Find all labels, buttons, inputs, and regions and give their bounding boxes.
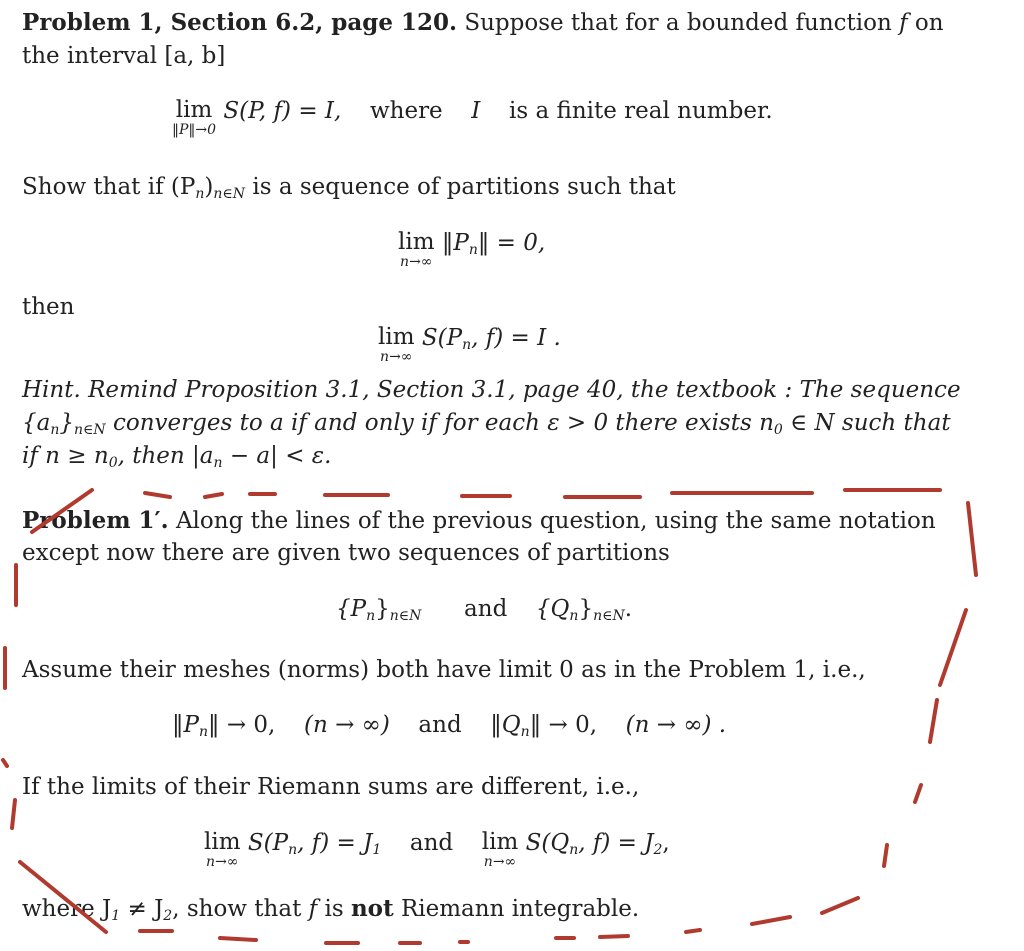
lim-sp: S(P — [247, 830, 289, 856]
final-f: f — [308, 896, 318, 922]
equation-1 — [172, 98, 773, 138]
seq-p: {P — [336, 596, 367, 622]
limit-operator — [398, 230, 435, 270]
norm-p-sub: n — [198, 724, 209, 740]
annotation-dash — [940, 610, 966, 685]
hint2-n0: 0 — [773, 422, 783, 438]
equation-3 — [378, 325, 561, 365]
norms-and: and — [418, 712, 462, 738]
limit-operator — [172, 98, 216, 138]
assume-line: Assume their meshes (norms) both have limit 0 as in the Problem 1, i.e., — [22, 657, 866, 683]
final-a: where J — [22, 896, 112, 922]
norm-q: ‖Q — [490, 712, 521, 738]
norm-q-end: ‖ → 0, — [529, 712, 598, 738]
hint2-a: {a — [22, 410, 51, 436]
intro-on: on — [914, 10, 944, 36]
lim-subscript: n→∞ — [400, 254, 433, 270]
hint2-sub: n — [50, 422, 60, 438]
lim-sp-sub: n — [288, 842, 298, 858]
problem1-heading: Problem 1, Section 6.2, page 120. — [22, 9, 458, 36]
eq3-expression: S(P — [421, 325, 463, 351]
seq-p-sub2: n∈N — [389, 608, 422, 624]
lim-subscript: n→∞ — [380, 349, 413, 365]
eq3-end: , f) = I . — [471, 325, 561, 351]
eq1-I: I — [471, 98, 481, 124]
limit-operator — [204, 830, 241, 870]
equation-2 — [398, 230, 545, 270]
j2-sub: 2 — [653, 842, 663, 858]
show-line: Show that if $(P_n)_{n\in N}$ is a sequence of partitions such that — [22, 174, 676, 202]
problem1-intro: Suppose that for a bounded function — [464, 10, 892, 36]
annotation-dash — [915, 785, 921, 802]
hint2-c: ∈ N such that — [790, 410, 951, 436]
annotation-dash — [220, 938, 256, 940]
annotation-dash — [205, 494, 222, 497]
final-d: is — [324, 896, 344, 922]
problem2-line2: except now there are given two sequences of partitions — [22, 540, 670, 566]
problem1-line2: the interval [a, b] — [22, 43, 226, 69]
lim-sq-end: , f) = J — [578, 830, 654, 856]
annotation-dash — [12, 800, 15, 828]
hint3-n0: 0 — [108, 455, 118, 471]
lim-subscript: n→∞ — [206, 854, 239, 870]
show-sub2: n∈N — [213, 186, 246, 202]
lim-sq: S(Q — [525, 830, 570, 856]
symbol-f: f — [899, 10, 908, 36]
hint2-b: converges to a if and only if for each ε > 0 there exists n — [112, 410, 774, 436]
final-e: Riemann integrable. — [400, 896, 640, 922]
lim-text: lim — [378, 324, 415, 350]
limits-and: and — [409, 830, 454, 856]
norm-p: ‖P — [172, 712, 199, 738]
final-j2: 2 — [163, 908, 173, 924]
lim-subscript: ‖P‖→0 — [172, 122, 217, 138]
j1-sub: 1 — [372, 842, 382, 858]
annotation-dash — [3, 760, 7, 766]
annotation-dash — [145, 493, 170, 497]
seq-p-sub: n — [366, 608, 376, 624]
show-rest: is a sequence of partitions such that — [252, 174, 676, 200]
lim-sp-end: , f) = J — [297, 830, 373, 856]
hint-line1: Hint. Remind Proposition 3.1, Section 3.1, page 40, the textbook : The sequence — [22, 377, 961, 403]
eq1-expression: S(P, f) = I, — [223, 98, 342, 124]
limit-operator — [482, 830, 519, 870]
lim-sq-sub: n — [569, 842, 579, 858]
limit-operator — [378, 325, 415, 365]
limits-display — [204, 830, 670, 870]
hint-line3 — [22, 441, 331, 478]
hint-line2: $\{a_n\}_{n\in N}$ converges to a if and only if for each ε > 0 there exists $n_0$ ∈ N such that — [22, 410, 951, 438]
eq3-sub: n — [462, 337, 472, 353]
lim-text: lim — [204, 829, 241, 855]
problem2-line1 — [22, 506, 936, 536]
final-not: not — [350, 895, 394, 922]
lim-subscript: n→∞ — [483, 854, 517, 870]
seq-and: and — [464, 596, 508, 622]
lim-text: lim — [481, 829, 519, 855]
hint3-c: − a| < ε. — [229, 443, 332, 469]
norm-q-sub: n — [520, 724, 530, 740]
annotation-dash — [930, 700, 937, 742]
hint3-b: , then |a — [117, 443, 214, 469]
annotation-dash — [884, 845, 887, 866]
eq1-where: where — [369, 98, 443, 124]
seq-end: . — [624, 596, 633, 622]
lim-text: lim — [398, 229, 435, 255]
seq-q-sub: n — [569, 608, 579, 624]
final-line — [22, 894, 639, 931]
problem1-line1 — [22, 8, 944, 38]
if-limits-line: If the limits of their Riemann sums are different, i.e., — [22, 774, 640, 800]
problem2-heading: Problem 1′. — [22, 507, 169, 534]
limits-comma: , — [662, 830, 670, 856]
final-c: , show that — [172, 896, 302, 922]
norm-p-end: ‖ → 0, — [208, 712, 276, 738]
hint3-a: if n ≥ n — [22, 443, 109, 469]
show-text: Show that if (P — [22, 174, 196, 200]
annotation-dash — [752, 917, 790, 924]
annotation-dash — [600, 936, 628, 937]
show-sub: n — [195, 186, 205, 202]
hint2-sub2: n∈N — [74, 422, 106, 438]
sequences-display: $\{P_n\}_{n\in N}$ and $\{Q_n\}_{n\in N}$. — [336, 596, 633, 624]
then-line: then — [22, 294, 75, 320]
lim-text: lim — [175, 97, 213, 123]
norm-p-paren: (n → ∞) — [303, 712, 390, 738]
eq2-expression: ‖P — [441, 230, 469, 256]
annotation-dash — [686, 930, 700, 932]
seq-q-sub2: n∈N — [593, 608, 625, 624]
final-b: ≠ J — [127, 896, 164, 922]
norm-q-paren: (n → ∞) . — [625, 712, 727, 738]
seq-q: {Q — [535, 596, 570, 622]
hint3-sub: n — [213, 455, 223, 471]
annotation-dash — [968, 503, 976, 575]
problem2-intro: Along the lines of the previous question, using the same notation — [175, 508, 936, 534]
eq2-sub: n — [468, 242, 478, 258]
eq2-end: ‖ = 0, — [477, 230, 546, 256]
annotation-dash — [822, 898, 858, 913]
norms-display — [172, 712, 726, 740]
eq1-rest: is a finite real number. — [509, 98, 773, 124]
final-j1: 1 — [111, 908, 121, 924]
